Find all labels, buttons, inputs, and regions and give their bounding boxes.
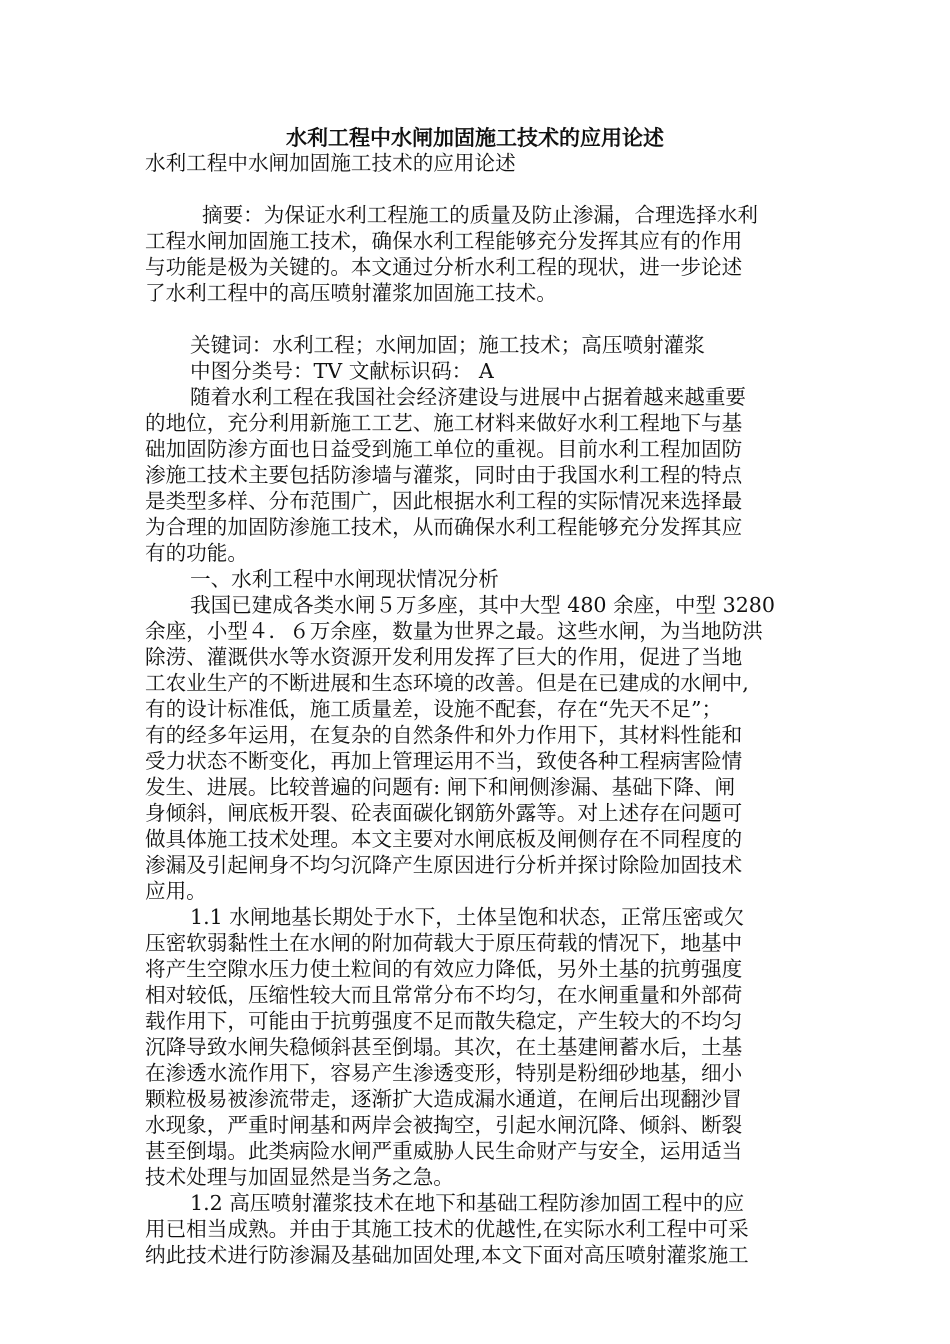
intro-line: 有的功能。 — [145, 541, 248, 565]
section-1-2-line: 纳此技术进行防渗漏及基础加固处理,本文下面对高压喷射灌浆施工 — [145, 1243, 749, 1267]
section-1-line: 身倾斜，闸底板开裂、砼表面碳化钢筋外露等。对上述存在问题可 — [145, 801, 743, 825]
section-1-line: 发生、进展。比较普遍的问题有: 闸下和闸侧渗漏、基础下降、闸 — [145, 775, 736, 799]
intro-paragraph — [145, 384, 810, 566]
section-1-line: 渗漏及引起闸身不均匀沉降产生原因进行分析并探讨除险加固技术 — [145, 853, 743, 877]
section-1-line: 除涝、灌溉供水等水资源开发利用发挥了巨大的作用，促进了当地 — [145, 645, 743, 669]
document-subtitle: 水利工程中水闸加固施工技术的应用论述 — [145, 151, 516, 175]
section-1-1-line: 1.1 水闸地基长期处于水下，土体呈饱和状态，正常压密或欠 — [190, 905, 745, 929]
intro-line: 是类型多样、分布范围广，因此根据水利工程的实际情况来选择最 — [145, 489, 743, 513]
section-1-1-line: 沉降导致水闸失稳倾斜甚至倒塌。其次，在土基建闸蓄水后，土基 — [145, 1035, 743, 1059]
section-1-1-line: 技术处理与加固显然是当务之急。 — [145, 1165, 454, 1189]
section-1-1-line: 载作用下，可能由于抗剪强度不足而散失稳定，产生较大的不均匀 — [145, 1009, 743, 1033]
intro-line: 础加固防渗方面也日益受到施工单位的重视。目前水利工程加固防 — [145, 437, 743, 461]
section-1-line: 做具体施工技术处理。本文主要对水闸底板及闸侧存在不同程度的 — [145, 827, 743, 851]
section-1-2-line: 1.2 高压喷射灌浆技术在地下和基础工程防渗加固工程中的应 — [190, 1191, 745, 1215]
section-1-line: 受力状态不断变化，再加上管理运用不当，致使各种工程病害险情 — [145, 749, 743, 773]
section-1-line: 工农业生产的不断进展和生态环境的改善。但是在已建成的水闸中, — [145, 671, 749, 695]
section-1-1-line: 甚至倒塌。此类病险水闸严重威胁人民生命财产与安全，运用适当 — [145, 1139, 743, 1163]
document-title: 水利工程中水闸加固施工技术的应用论述 — [286, 126, 664, 150]
section-1-line: 余座，小型４．６万余座，数量为世界之最。这些水闸，为当地防洪 — [145, 619, 763, 643]
section-1-line: 我国已建成各类水闸５万多座，其中大型 480 余座，中型 3280 — [190, 593, 776, 617]
spacer — [145, 176, 810, 202]
section-1-2-line: 用已相当成熟。并由于其施工技术的优越性,在实际水利工程中可采 — [145, 1217, 749, 1241]
section-1-line: 有的设计标准低，施工质量差，设施不配套，存在“先天不足”； — [145, 697, 723, 721]
section-1-heading: 一、水利工程中水闸现状情况分析 — [190, 567, 499, 591]
section-1-line: 有的经多年运用，在复杂的自然条件和外力作用下，其材料性能和 — [145, 723, 743, 747]
abstract-line: 了水利工程中的高压喷射灌浆加固施工技术。 — [145, 281, 557, 305]
section-1-1-line: 将产生空隙水压力使土粒间的有效应力降低，另外土基的抗剪强度 — [145, 957, 743, 981]
document-body — [145, 150, 810, 1268]
section-1-line: 应用。 — [145, 879, 207, 903]
abstract-line: 工程水闸加固施工技术，确保水利工程能够充分发挥其应有的作用 — [145, 229, 743, 253]
abstract-line: 与功能是极为关键的。本文通过分析水利工程的现状，进一步论述 — [145, 255, 743, 279]
section-1-1-line: 在渗透水流作用下，容易产生渗透变形，特别是粉细砂地基，细小 — [145, 1061, 743, 1085]
section-1-1-line: 颗粒极易被渗流带走，逐渐扩大造成漏水通道，在闸后出现翻沙冒 — [145, 1087, 743, 1111]
section-1-1-line: 压密软弱黏性土在水闸的附加荷载大于原压荷载的情况下，地基中 — [145, 931, 743, 955]
abstract-paragraph — [145, 202, 810, 306]
section-1-1-line: 水现象，严重时闸基和两岸会被掏空，引起水闸沉降、倾斜、断裂 — [145, 1113, 743, 1137]
intro-line: 渗施工技术主要包括防渗墙与灌浆，同时由于我国水利工程的特点 — [145, 463, 743, 487]
section-1-1-paragraph — [145, 904, 810, 1190]
intro-line: 随着水利工程在我国社会经济建设与进展中占据着越来越重要 — [190, 385, 747, 409]
section-1-2-paragraph — [145, 1190, 810, 1268]
classification-line: 中图分类号：TV 文献标识码： A — [190, 359, 494, 383]
keywords-line: 关键词：水利工程；水闸加固；施工技术；高压喷射灌浆 — [190, 333, 705, 357]
abstract-line: 摘要：为保证水利工程施工的质量及防止渗漏，合理选择水利 — [202, 203, 759, 227]
intro-line: 的地位，充分利用新施工工艺、施工材料来做好水利工程地下与基 — [145, 411, 743, 435]
section-1-1-line: 相对较低，压缩性较大而且常常分布不均匀，在水闸重量和外部荷 — [145, 983, 743, 1007]
intro-line: 为合理的加固防渗施工技术，从而确保水利工程能够充分发挥其应 — [145, 515, 743, 539]
section-1-paragraph — [145, 592, 810, 904]
spacer — [145, 306, 810, 332]
